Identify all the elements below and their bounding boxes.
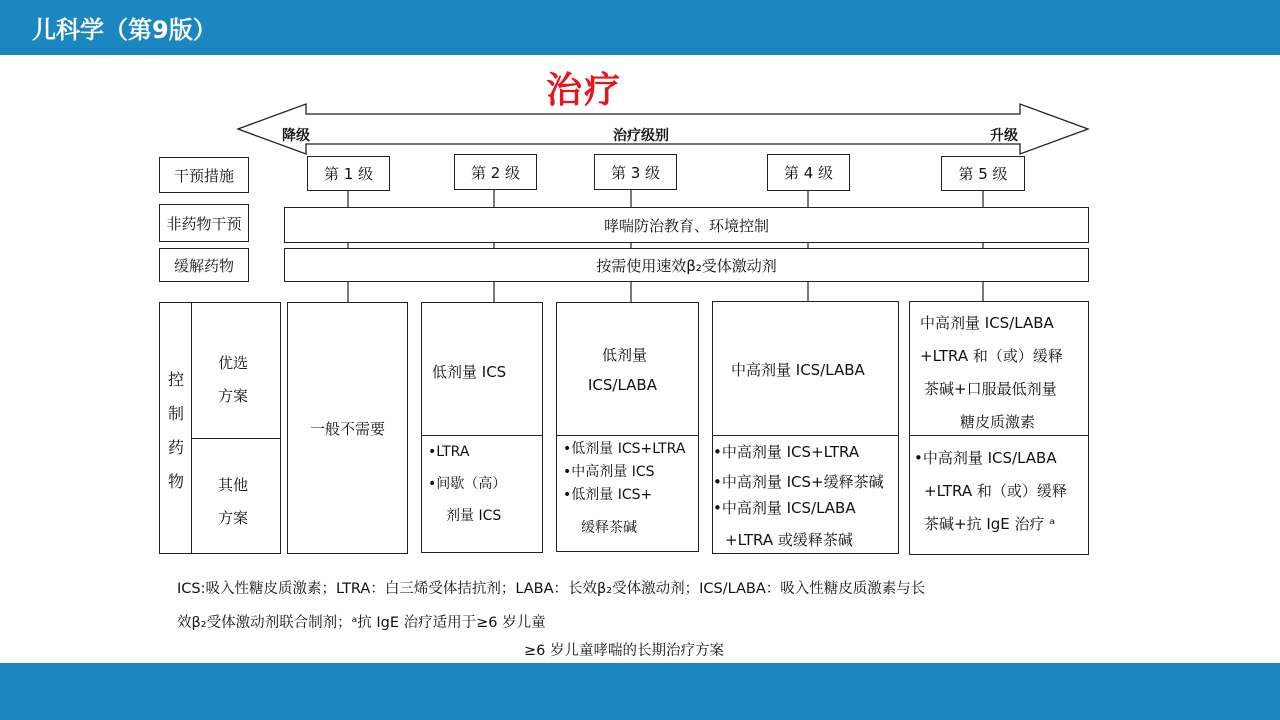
- level-3-other: [563, 438, 685, 540]
- level-2-box: 第 2 级: [454, 154, 537, 190]
- level-3-box: 第 3 级: [594, 154, 677, 190]
- slide-title: 治疗: [546, 70, 623, 111]
- level-3-preferred-line: ICS/LABA: [588, 376, 657, 394]
- footnote-line-1: ICS:吸入性糖皮质激素；LTRA：白三烯受体拮抗剂；LABA：长效β₂受体激动剂；ICS/LABA：吸入性糖皮质激素与长: [177, 581, 926, 597]
- level-3-other-line: •中高剂量 ICS: [563, 464, 655, 480]
- level-2-other-line: •间歇（高）: [428, 476, 507, 492]
- level-2-other-line: 剂量 ICS: [446, 508, 502, 524]
- level-2-column: [421, 302, 543, 553]
- level-3-column: [556, 302, 699, 552]
- level-5-preferred-line: 糖皮质激素: [960, 413, 1036, 431]
- level-4-column: [712, 301, 899, 554]
- level-4-divider: [713, 435, 898, 436]
- level-4-preferred: 中高剂量 ICS/LABA: [731, 361, 865, 379]
- control-divider-horizontal: [191, 438, 281, 439]
- level-4-other-line: +LTRA 或缓释茶碱: [725, 531, 853, 549]
- level-5-other-line: +LTRA 和（或）缓释: [924, 482, 1067, 500]
- level-3-other-line: •低剂量 ICS+LTRA: [563, 441, 686, 457]
- level-5-preferred-line: +LTRA 和（或）缓释: [920, 347, 1063, 365]
- level-5-other: [914, 442, 1067, 541]
- level-5-other-line: 茶碱+抗 IgE 治疗 ᵃ: [924, 515, 1056, 533]
- level-5-preferred: [920, 307, 1063, 439]
- level-2-other: [428, 436, 506, 532]
- row-label-intervention: 干预措施: [159, 157, 249, 193]
- level-4-other: [713, 439, 884, 553]
- level-3-preferred-line: 低剂量: [602, 346, 648, 364]
- control-drug-block: [159, 302, 281, 554]
- level-5-box: 第 5 级: [941, 156, 1025, 191]
- level-5-other-line: •中高剂量 ICS/LABA: [914, 449, 1057, 467]
- level-2-preferred: 低剂量 ICS: [432, 363, 507, 381]
- level-4-other-line: •中高剂量 ICS+LTRA: [713, 443, 860, 461]
- other-label: 其他方案: [218, 476, 249, 527]
- level-1-box: 第 1 级: [307, 156, 390, 191]
- relief-box: 按需使用速效β₂受体激动剂: [284, 248, 1089, 282]
- header-title: 儿科学（第9版）: [32, 16, 217, 44]
- row-label-relief: 缓解药物: [159, 248, 249, 282]
- level-1-content: 一般不需要: [287, 302, 408, 554]
- level-5-divider: [910, 435, 1088, 436]
- non-drug-box: 哮喘防治教育、环境控制: [284, 207, 1089, 243]
- level-4-other-line: •中高剂量 ICS/LABA: [713, 499, 856, 517]
- row-label-non-drug: 非药物干预: [159, 204, 249, 242]
- level-5-preferred-line: 中高剂量 ICS/LABA: [920, 314, 1054, 332]
- level-5-column: [909, 301, 1089, 555]
- level-3-other-line: •低剂量 ICS+: [563, 487, 653, 503]
- downgrade-label: 降级: [282, 128, 310, 144]
- level-2-other-line: •LTRA: [428, 444, 470, 460]
- control-drug-label: 控制药物: [167, 370, 184, 491]
- footer-bar: [0, 663, 1280, 720]
- upgrade-label: 升级: [990, 128, 1018, 144]
- footnote-line-2: 效β₂受体激动剂联合制剂；ᵃ抗 IgE 治疗适用于≥6 岁儿童: [177, 615, 546, 631]
- control-divider-vertical: [191, 303, 192, 553]
- level-4-other-line: •中高剂量 ICS+缓释茶碱: [713, 473, 884, 491]
- level-5-preferred-line: 茶碱+口服最低剂量: [924, 380, 1057, 398]
- level-3-divider: [557, 435, 698, 436]
- level-4-box: 第 4 级: [767, 154, 850, 191]
- preferred-label: 优选方案: [218, 354, 249, 405]
- level-label: 治疗级别: [613, 128, 669, 144]
- level-3-other-line: 缓释茶碱: [581, 520, 637, 536]
- figure-caption: ≥6 岁儿童哮喘的长期治疗方案: [524, 643, 724, 659]
